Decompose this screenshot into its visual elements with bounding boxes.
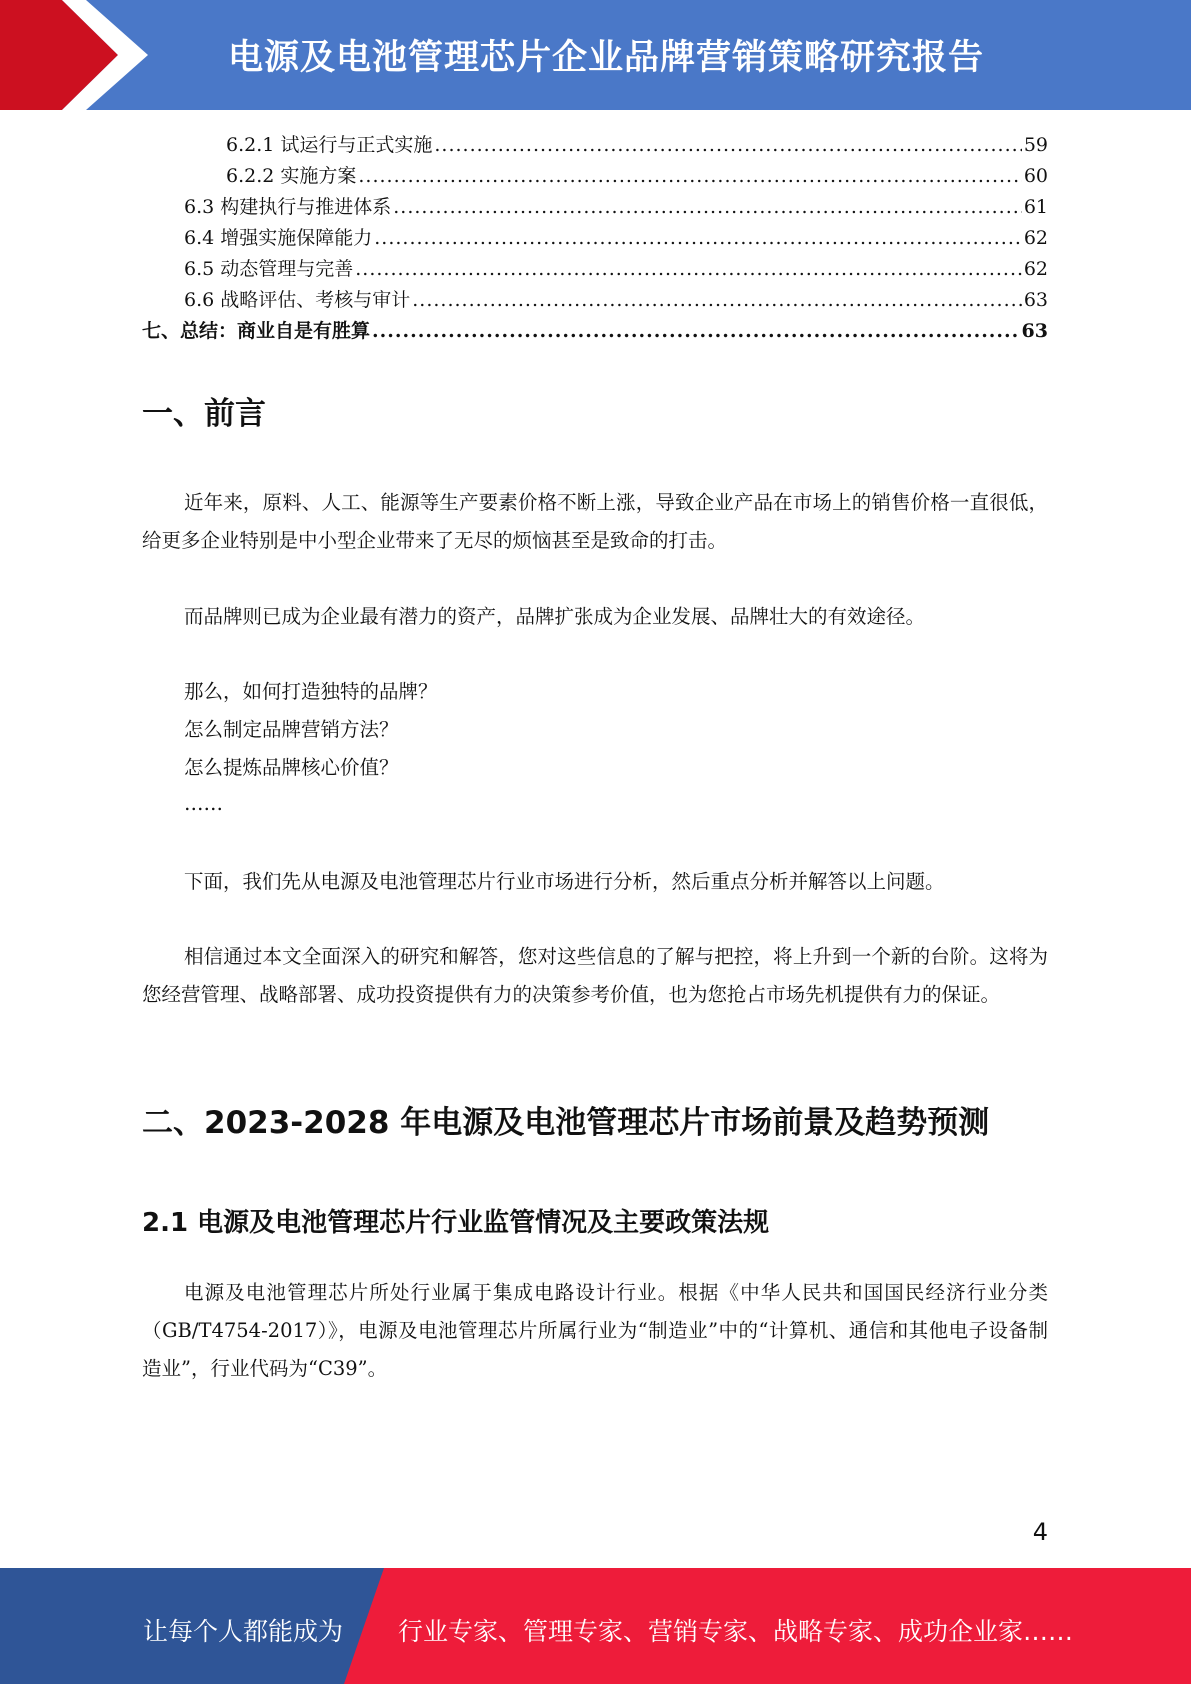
- toc-entry[interactable]: [142, 223, 1048, 254]
- toc-entry-page: 61: [1023, 196, 1048, 218]
- toc-entry[interactable]: [142, 285, 1048, 316]
- toc-dot-leader: [358, 161, 1021, 192]
- toc-entry-page: 59: [1023, 134, 1048, 156]
- toc-dot-leader: [393, 192, 1022, 223]
- toc-entry[interactable]: [142, 161, 1048, 192]
- header-arrow-decoration: [0, 0, 160, 110]
- toc-dot-leader: [355, 254, 1022, 285]
- toc-entry-title: 6.6 战略评估、考核与审计: [184, 289, 411, 311]
- toc-entry-title: 6.4 增强实施保障能力: [184, 227, 373, 249]
- toc-entry-title: 6.2.2 实施方案: [226, 165, 357, 187]
- toc-entry-page: 63: [1021, 320, 1048, 342]
- page-footer: [0, 1568, 1191, 1684]
- toc-entry[interactable]: [142, 316, 1048, 347]
- footer-slogan-left: 让每个人都能成为: [143, 1617, 344, 1646]
- toc-entry-title: 6.2.1 试运行与正式实施: [226, 134, 433, 156]
- report-title: 电源及电池管理芯片企业品牌营销策略研究报告: [228, 38, 985, 78]
- subsection-heading: 2.1 电源及电池管理芯片行业监管情况及主要政策法规: [142, 1208, 770, 1238]
- question-line: 怎么提炼品牌核心价值？: [184, 756, 399, 779]
- section-heading-preface: 一、前言: [142, 396, 266, 432]
- question-line: 那么，如何打造独特的品牌？: [184, 680, 438, 703]
- table-of-contents: [142, 130, 1048, 347]
- toc-dot-leader: [412, 285, 1022, 316]
- toc-entry-page: 62: [1023, 258, 1048, 280]
- paragraph: 相信通过本文全面深入的研究和解答，您对这些信息的了解与把控，将上升到一个新的台阶。这将为您经营管理、战略部署、成功投资提供有力的决策参考价值，也为您抢占市场先机提供有力的保证。: [142, 945, 1048, 1006]
- toc-entry-title: 6.3 构建执行与推进体系: [184, 196, 392, 218]
- toc-entry-page: 60: [1023, 165, 1048, 187]
- page-number: 4: [1032, 1518, 1048, 1546]
- toc-entry-title: 6.5 动态管理与完善: [184, 258, 354, 280]
- paragraph: 而品牌则已成为企业最有潜力的资产，品牌扩张成为企业发展、品牌壮大的有效途径。: [184, 605, 926, 628]
- toc-dot-leader: [374, 223, 1022, 254]
- toc-dot-leader: [434, 130, 1021, 161]
- paragraph: 下面，我们先从电源及电池管理芯片行业市场进行分析，然后重点分析并解答以上问题。: [184, 870, 945, 893]
- question-line: 怎么制定品牌营销方法？: [184, 718, 399, 741]
- toc-entry-page: 63: [1023, 289, 1048, 311]
- page-header: [0, 0, 1191, 110]
- toc-entry[interactable]: [142, 192, 1048, 223]
- footer-slogan-right: 行业专家、管理专家、营销专家、战略专家、成功企业家……: [398, 1617, 1074, 1646]
- toc-entry-page: 62: [1023, 227, 1048, 249]
- toc-entry-title: 七、总结：商业自是有胜算: [142, 320, 371, 342]
- toc-entry[interactable]: [142, 130, 1048, 161]
- paragraph: 近年来，原料、人工、能源等生产要素价格不断上涨，导致企业产品在市场上的销售价格一直很低，给更多企业特别是中小型企业带来了无尽的烦恼甚至是致命的打击。: [142, 491, 1048, 552]
- paragraph: 电源及电池管理芯片所处行业属于集成电路设计行业。根据《中华人民共和国国民经济行业分类（GB/T4754-2017）》，电源及电池管理芯片所属行业为“制造业”中的“计算机、通信和其他电子设备制造业”，行业代码为“C39”。: [142, 1281, 1048, 1380]
- toc-entry[interactable]: [142, 254, 1048, 285]
- section-heading-market-forecast: 二、2023-2028 年电源及电池管理芯片市场前景及趋势预测: [142, 1105, 990, 1141]
- toc-dot-leader: [372, 316, 1020, 347]
- ellipsis-line: ……: [184, 792, 223, 815]
